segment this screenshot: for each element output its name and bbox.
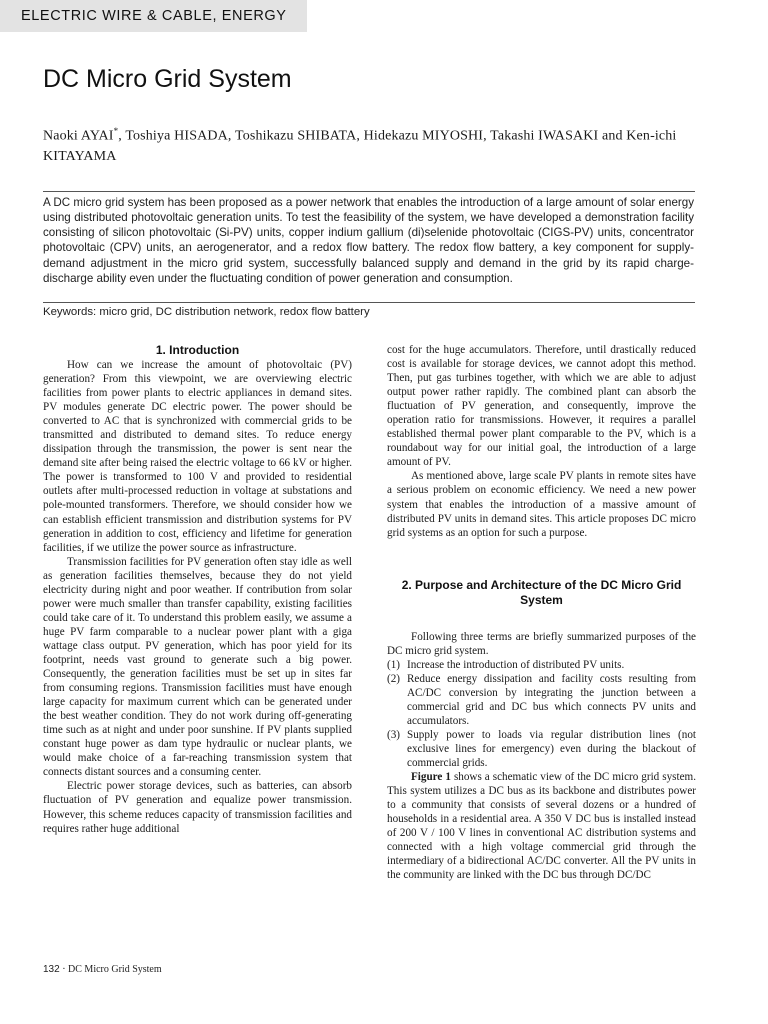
- list-item: [387, 672, 696, 728]
- abstract-top-rule: [43, 191, 695, 192]
- running-title: DC Micro Grid System: [68, 964, 162, 975]
- author-list: [43, 121, 683, 167]
- abstract-bottom-rule: [43, 302, 695, 303]
- page-footer: [43, 963, 162, 976]
- abstract: A DC micro grid system has been proposed as a power network that enables the introduction of a large amount of solar energy using distributed photovoltaic generation units. To test the feasibility of the system, we have developed a demonstration facility consisting of silicon photovoltaic (Si-PV) units, copper indium gallium (di)selenide photovoltaic (CIGS-PV) units, concentrator photovoltaic (CPV) units, an aerogenerator, and a redox flow battery. The redox flow battery, a key component for supply-demand adjustment in the micro grid system, successfully balanced supply and demand in the grid by its rapid charge-discharge ability even under the fluctuating condition of power generation and consumption.: [43, 196, 694, 285]
- list-text: Supply power to loads via regular distribution lines (not exclusive lines for emergency) even during the blackout of commercial grids.: [407, 728, 696, 770]
- figure-reference: Figure 1: [411, 771, 451, 784]
- keywords: Keywords: micro grid, DC distribution network, redox flow battery: [43, 306, 370, 318]
- paragraph: [387, 770, 696, 882]
- paragraph: How can we increase the amount of photovoltaic (PV) generation? From this viewpoint, we are overviewing electric facilities from power plants to electric appliances in demand sites. PV modules generate DC electric power. The power should be converted to AC that is synchronized with commercial grids to be transmitted and distributed to demand sites. To reduce energy dissipation through the transmission, the power is sent near the demand site after being raised the electric voltage to 66 kV or higher. The power is transformed to 100 V and provided to residential outlets after multi-processed reduction in voltage at substations and pole-mounted transformers. Therefore, we should consider how we can establish efficient transmission and distribution systems for PV generation in addition to cost, efficiency and lifetime for generation facilities, if we utilize the power source as infrastructure.: [43, 359, 352, 554]
- paragraph-text: shows a schematic view of the DC micro grid system. This system utilizes a DC bus as its backbone and distributes power to a community that consists of several dozens or a hundred of households in a residential area. A 350 V DC bus is installed instead of 200 V / 100 V lines in conventional AC distribution systems and connected with a high voltage commercial grid through the intermediary of a bidirectional AC/DC converter. All the PV units in the community are linked with the DC bus through DC/DC: [387, 771, 696, 882]
- corresponding-author-mark: *: [113, 126, 119, 136]
- list-item: [387, 658, 696, 672]
- first-author: Naoki AYAI: [43, 128, 114, 144]
- paragraph: Electric power storage devices, such as batteries, can absorb fluctuation of PV generation and equalize power transmission. However, this scheme reduces capacity of transmission facilities and requires rather huge additional: [43, 780, 352, 835]
- paragraph: As mentioned above, large scale PV plants in remote sites have a serious problem on economic efficiency. We need a new power system that enables the introduction of a massive amount of distributed PV units in demand sites. This article proposes DC micro grid systems as an option for such a purpose.: [387, 470, 696, 539]
- footer-separator: ·: [59, 964, 69, 975]
- section-tab: ELECTRIC WIRE & CABLE, ENERGY: [0, 0, 307, 32]
- section-heading-purpose-architecture: 2. Purpose and Architecture of the DC Micro Grid System: [401, 577, 682, 607]
- list-number: (3): [387, 728, 400, 741]
- list-number: (1): [387, 658, 400, 671]
- page-number: 132: [43, 964, 60, 975]
- article-title: DC Micro Grid System: [43, 65, 292, 93]
- list-text: Increase the introduction of distributed PV units.: [407, 658, 625, 671]
- paragraph: Transmission facilities for PV generation often stay idle as well as generation facilities themselves, because they do not yield electricity during night and poor weather. If contribution from solar power were much smaller than transfer capability, existing facilities could take care of it. To understand this problem easily, we assume a huge PV farm comparable to a nuclear power plant with a giga wattage class output. PV generation, which has poor yield for its footprint, needs vast ground to generate such a big power. Consequently, the generation facilities must be set up in sites far from consuming regions. Transmission facilities must have enough large capacity for maximum current which can be generated under the best weather condition. They do not work during off-generating time such as at night and under poor sunshine. If PV plants supplied constant huge power as dam type hydraulic or nuclear plants, we would make choice of a far-reaching transmission system that connects distant sources and a consuming center.: [43, 555, 352, 779]
- left-column: [43, 343, 352, 836]
- purpose-list: [387, 658, 696, 770]
- section-heading-introduction: 1. Introduction: [155, 343, 240, 357]
- list-text: Reduce energy dissipation and facility costs resulting from AC/DC conversion by integrating the junction between a commercial grid and DC bus which connects PV units and accumulators.: [407, 672, 696, 727]
- right-column: [387, 343, 696, 883]
- paragraph: Following three terms are briefly summarized purposes of the DC micro grid system.: [387, 630, 696, 657]
- list-item: [387, 728, 696, 770]
- paragraph: cost for the huge accumulators. Therefore, until drastically reduced cost is available for storage devices, we cannot adopt this method. Then, put gas turbines together, with which we are able to adjust output power rather rapidly. The combined plant can absorb the fluctuation of PV generation, and consequently, improve the operation ratio for transmissions. However, it requires a parallel established thermal power plant comparable to the PV, which is a roundabout way for our initial goal, the introduction of a large amount of PV.: [387, 344, 696, 469]
- list-number: (2): [387, 672, 400, 685]
- other-authors: , Toshiya HISADA, Toshikazu SHIBATA, Hidekazu MIYOSHI, Takashi IWASAKI and Ken-ichi KITAYAMA: [43, 128, 677, 164]
